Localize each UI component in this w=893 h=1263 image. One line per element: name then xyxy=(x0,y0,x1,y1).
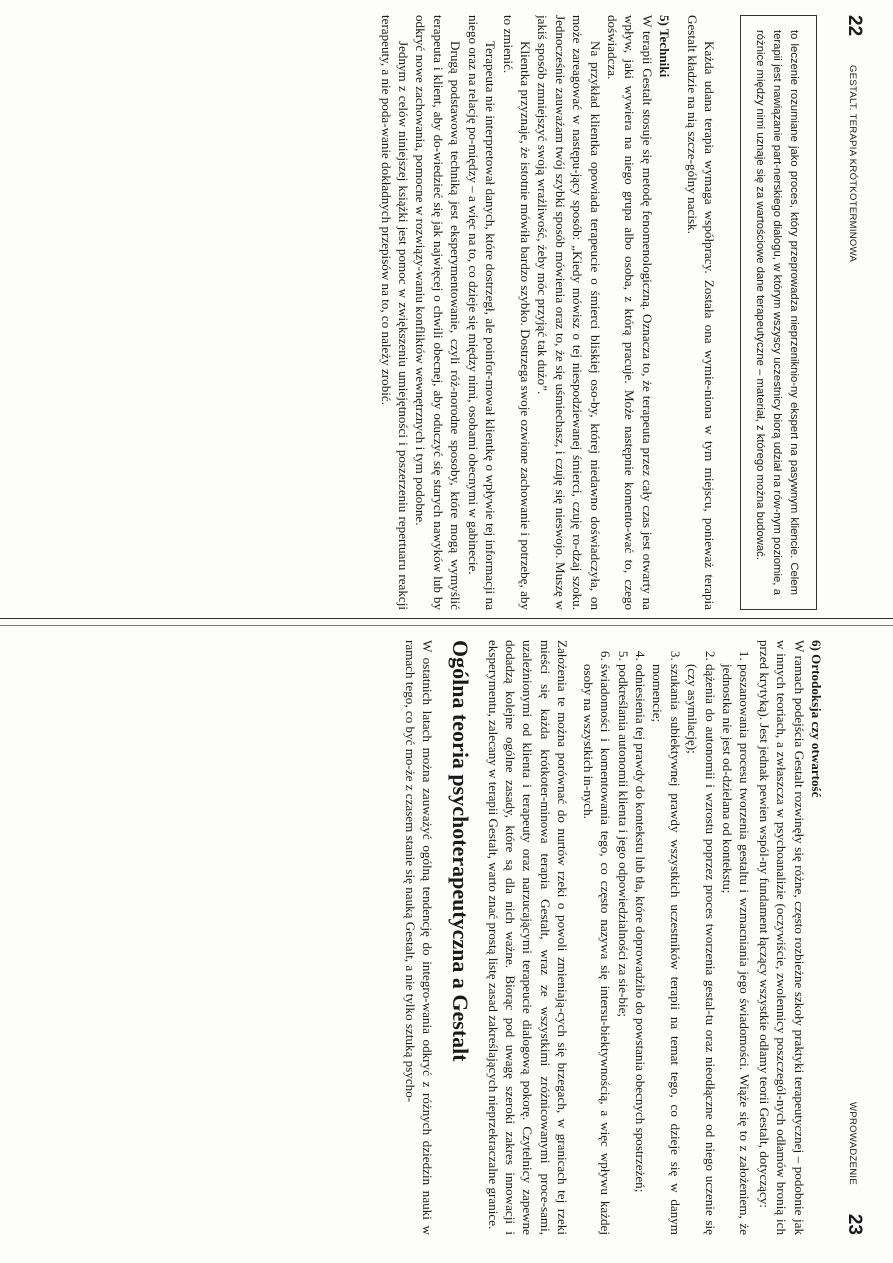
running-head: GESTALT. TERAPIA KRÓTKOTERMINOWA xyxy=(847,65,858,263)
list-item: 3. szukania subiektywnej prawdy wszystkich uczestników terapii na temat tego, co dzieje się w danym momencie; xyxy=(649,664,684,1235)
page-22 xyxy=(0,15,865,610)
paragraph: Jednym z celów niniejszej książki jest pomoc w zwiększeniu umiejętności i poszerzeniu repertuaru reakcji terapeuty, a nie poda-wanie dokładnych przepisów na to, co należy zrobić. xyxy=(378,15,412,610)
page-header xyxy=(837,15,865,610)
page-number: 22 xyxy=(844,15,865,37)
paragraph: W ostatnich latach można zauważyć ogólną tendencję do integro-wania odkryć z różnych dziedzin nauki w ramach tego, co być mo-że z czasem stanie się nauką Gestalt, a nie tylko sztuką psycho- xyxy=(402,640,436,1235)
page-divider-shadow xyxy=(0,625,893,626)
page-header xyxy=(837,640,865,1235)
running-head: WPROWADZENIE xyxy=(847,1102,858,1185)
paragraph: Założenia te można porównać do nurtów rzeki o powoli zmieniają-cych się brzegach, w granicach tej rzeki mieści się każda krótkoter-minowa terapia Gestalt, wraz ze wszystkimi zróżnicowanymi proce-sami, uzależnionymi od klienta i terapeuty oraz narzucającymi terapeucie dialogową pokorę. Czytelnicy zapewne dodadzą kolejne ogólne zasady, które są dla nich ważne. Biorąc pod uwagę szeroki zakres innowacji i eksperymentu, zalecany w terapii Gestalt, warto znać prostą listę zasad zakreślających nieprzekraczalne granice. xyxy=(485,640,571,1235)
list-item: 2. dążenia do autonomii i wzrostu poprzez proces tworzenia gestal-tu oraz nieodłączne od niego uczenie się (czy asymilację); xyxy=(684,664,719,1235)
paragraph: Każda udana terapia wymaga współpracy. Została ona wymie-niona w tym miejscu, ponieważ terapia Gestalt kładzie na nią szcze-gólny nacisk. xyxy=(684,15,717,610)
page-23 xyxy=(0,640,865,1235)
section-heading: 6) Ortodoksja czy otwartość xyxy=(809,640,824,798)
principles-list xyxy=(579,640,753,1235)
boxed-note-text: to leczenie rozumiane jako proces, który przeprowadza nieprzeniknio-ny ekspert na pasywnym kliencie. Celem terapii jest nawiązanie part-nerskiego dialogu, w którym wszyscy uczestnicy biorą udział na rów-nym poziomie, a różnice między nimi uznaje się za wartościowe dane terapeutyczne – materiał, z którego można budować. xyxy=(754,30,800,595)
list-item: 5. podkreślania autonomii klienta i jego odpowiedzialności za sie-bie; xyxy=(614,664,631,1235)
list-item: 6. świadomości i komentowania tego, co często nazywa się intersu-biektywnością, a więc wpływu każdej osoby na wszystkich in-nych. xyxy=(579,664,614,1235)
paragraph: W ramach podejścia Gestalt rozwinęły się różne, często rozbieżne szkoły praktyki terapeutycznej – podobnie jak w innych teoriach, a zwłaszcza w psychoanalizie (oczywiście, zwolennicy poszczegól-nych odłamów bronią ich przed krytyką). Jest jednak pewien wspól-ny fundament łączący wszystkie odłamy teorii Gestalt, dotyczący: xyxy=(756,640,807,1235)
list-item: 4. odniesienia tej prawdy do kontekstu lub tła, które doprowadziło do powstania obecnych spostrzeżeń; xyxy=(632,664,649,1235)
paragraph: Terapeuta nie interpretował danych, które dostrzegł, ale poinfor-mował klientkę o wpływie tej informacji na niego oraz na relację po-między – a więc na to, co dzieje się między nimi, osobami obecnymi w gabinecie. xyxy=(465,15,499,610)
boxed-note xyxy=(740,15,817,610)
page-divider xyxy=(0,618,893,619)
page-number: 23 xyxy=(844,1213,865,1235)
page-body xyxy=(401,640,829,1235)
chapter-heading: Ogólna teoria psychoterapeutyczna a Gestalt xyxy=(448,640,474,1062)
section-heading: 5) Techniki xyxy=(657,15,673,78)
paragraph: Drugą podstawową techniką jest eksperymentowanie, czyli róż-norodne sposoby, które mogą wymyślić terapeuta i klient, aby do-wiedzieć się jak najwięcej o chwili obecnej, aby oduczyć się starych nawyków lub by odkryć nowe zachowania, pomocne w rozwiązy-waniu konfliktów wewnętrznych i tym podobne. xyxy=(413,15,464,610)
page-body xyxy=(377,15,829,610)
paragraph: Klientka przyznaje, że istotnie mówiła bardzo szybko. Dostrzega swoje ozwione zachowanie i potrzebę, aby to zmienić. xyxy=(500,15,533,610)
paragraph: W terapii Gestalt stosuje się metodę fenomenologiczną. Oznacza to, że terapeuta przez cały czas jest otwarty na wpływ, jaki wywiera na niego grupa albo osoba, z którą pracuje. Może następnie komento-wać to, czego doświadcza. xyxy=(604,15,655,610)
paragraph: Na przykład klientka opowiada terapeucie o śmierci bliskiej oso-by, której niedawno doświadczyła, on może zareagować w następu-jący sposób: „Kiedy mówisz o tej niespodziewanej śmierci, czuję ro-dzaj szoku. Jednocześnie zauważam twój szybki sposób mówienia oraz to, że się uśmiechasz, i czuję się nieswojo. Muszę w jakiś sposób zmniejszyć swoją wrażliwość, żeby móc przyjąć tak dużo”. xyxy=(535,15,603,610)
list-item: 1. poszanowania procesu tworzenia gestaltu i wzmacniania jego świadomości. Wiąże się to z założeniem, że jednostka nie jest od-dzielana od kontekstu; xyxy=(719,664,754,1235)
